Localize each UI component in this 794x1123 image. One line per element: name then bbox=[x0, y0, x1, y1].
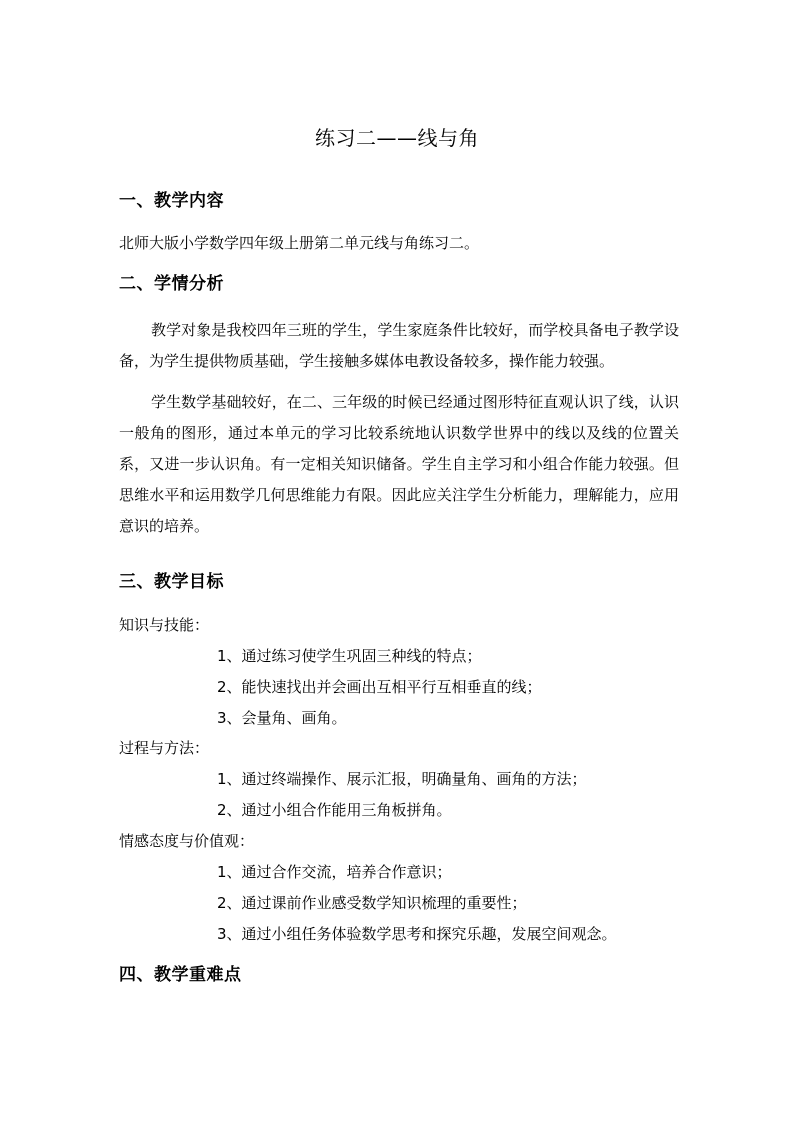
objective-item: 1、通过终端操作、展示汇报，明确量角、画角的方法； bbox=[217, 770, 587, 788]
objective-group-label-process: 过程与方法： bbox=[119, 739, 210, 757]
analysis-paragraphs bbox=[119, 315, 679, 542]
analysis-paragraph-2: 学生数学基础较好，在二、三年级的时候已经通过图形特征直观认识了线，认识一般角的图形，通过本单元的学习比较系统地认识数学世界中的线以及线的位置关系，又进一步认识角。有一定相关知识储备。学生自主学习和小组合作能力较强。但思维水平和运用数学几何思维能力有限。因此应关注学生分析能力，理解能力，应用意识的培养。 bbox=[119, 393, 679, 535]
objective-item: 1、通过合作交流，培养合作意识； bbox=[217, 863, 452, 881]
analysis-paragraph-1: 教学对象是我校四年三班的学生，学生家庭条件比较好，而学校具备电子教学设备，为学生提供物质基础，学生接触多媒体电教设备较多，操作能力较强。 bbox=[119, 321, 679, 370]
section-heading-analysis: 二、学情分析 bbox=[119, 274, 224, 294]
document-title: 练习二——线与角 bbox=[315, 126, 479, 150]
objective-item: 3、通过小组任务体验数学思考和探究乐趣，发展空间观念。 bbox=[217, 925, 617, 943]
section-content-text: 北师大版小学数学四年级上册第二单元线与角练习二。 bbox=[119, 234, 480, 252]
objective-item: 1、通过练习使学生巩固三种线的特点； bbox=[217, 647, 482, 665]
objective-group-label-attitude: 情感态度与价值观： bbox=[119, 832, 255, 850]
objective-group-label-knowledge: 知识与技能： bbox=[119, 616, 210, 634]
section-heading-objectives: 三、教学目标 bbox=[119, 572, 224, 592]
objective-item: 2、通过小组合作能用三角板拼角。 bbox=[217, 801, 452, 819]
section-heading-key-points: 四、教学重难点 bbox=[119, 965, 242, 985]
objective-item: 3、会量角、画角。 bbox=[217, 709, 347, 727]
section-heading-content: 一、教学内容 bbox=[119, 191, 224, 211]
objective-item: 2、通过课前作业感受数学知识梳理的重要性； bbox=[217, 894, 527, 912]
objective-item: 2、能快速找出并会画出互相平行互相垂直的线； bbox=[217, 678, 542, 696]
